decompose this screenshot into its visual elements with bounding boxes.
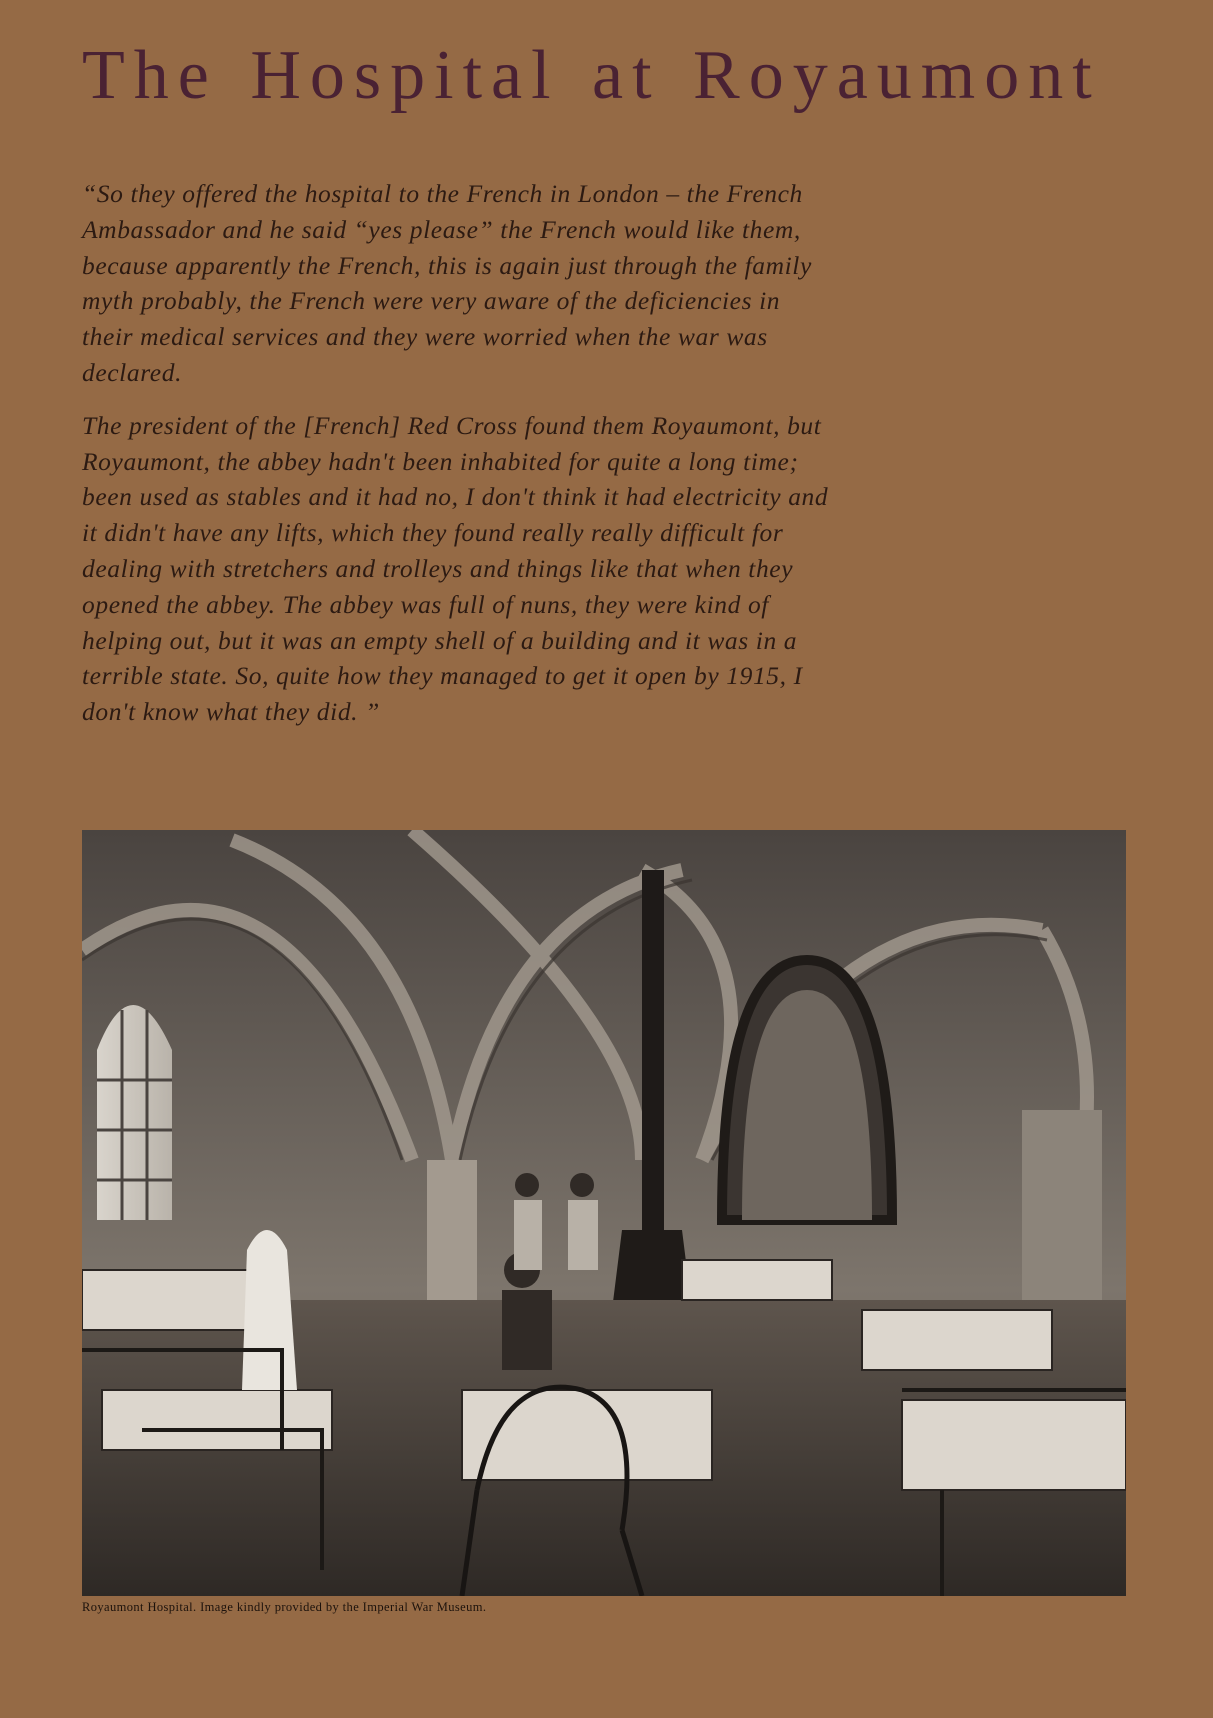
quote-paragraph-1: “So they offered the hospital to the French in London – the French Ambassador and he said “yes please” the French would like them, because apparently the French, this is again just through the family myth probably, the French were very aware of the deficiencies in their medical services and they were worried when the war was declared. <box>82 179 812 387</box>
quote-paragraph-2: The president of the [French] Red Cross found them Royaumont, but Royaumont, the abbey hadn't been inhabited for quite a long time; been used as stables and it had no, I don't think it had electricity and it didn't have any lifts, which they found really really difficult for dealing with stretchers and trolleys and things like that when they opened the abbey. The abbey was full of nuns, they were kind of helping out, but it was an empty shell of a building and it was in a terrible state. So, quite how they managed to get it open by 1915, I don't know what they did. ” <box>82 410 829 727</box>
hospital-ward-photo <box>82 830 1126 1596</box>
page-title: The Hospital at Royaumont <box>82 37 1101 114</box>
oral-history-quote <box>82 176 832 747</box>
photo-caption: Royaumont Hospital. Image kindly provided by the Imperial War Museum. <box>82 1600 487 1614</box>
